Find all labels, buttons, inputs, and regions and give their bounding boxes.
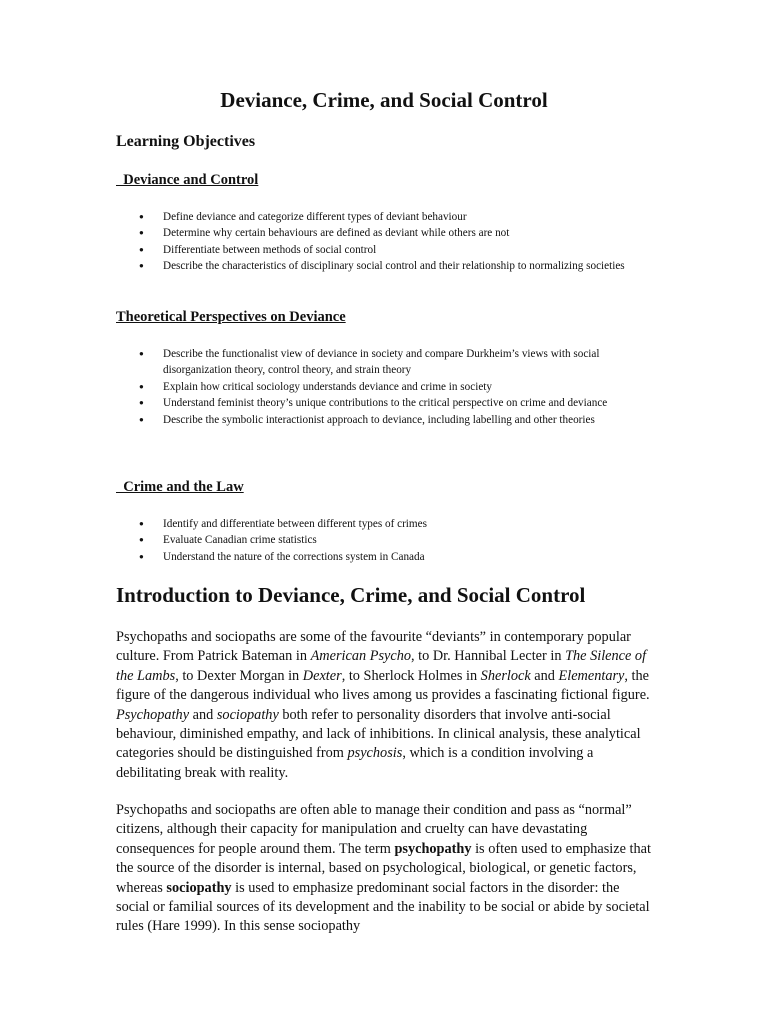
bold-term: sociopathy (166, 879, 232, 896)
learning-objectives-heading: Learning Objectives (116, 133, 256, 150)
section-heading-crime-and-the-law: Crime and the Law (116, 479, 244, 495)
italic-text: Sherlock (480, 667, 531, 684)
objectives-list-crime-and-the-law (116, 516, 656, 565)
introduction-heading: Introduction to Deviance, Crime, and Social Control (116, 583, 586, 607)
italic-text: psychosis (347, 745, 403, 762)
section-heading-deviance-and-control: Deviance and Control (116, 172, 259, 188)
objectives-list-deviance-and-control (116, 209, 656, 275)
italic-text: Dexter (302, 667, 342, 684)
italic-text: sociopathy (216, 706, 279, 723)
list-item: ● Describe the functionalist view of deviance in society and compare Durkheim’s views with social disorganization theory, control theory, and strain theory (116, 346, 656, 379)
list-item: ● Determine why certain behaviours are defined as deviant while others are not (116, 225, 656, 241)
objectives-list-theoretical-perspectives (116, 346, 656, 428)
section-heading-theoretical-perspectives: Theoretical Perspectives on Deviance (116, 309, 346, 325)
introduction-paragraph-1: Psychopaths and sociopaths are some of the favourite “deviants” in contemporary popular culture. From Patrick Bateman in American Psycho, to Dr. Hannibal Lecter in The Silence of the Lambs, to Dexter Morgan in Dexter, to Sherlock Holmes in Sherlock and Elementary, the figure of the dangerous individual who lives among us provides a fascinating fictional figure. Psychopathy and sociopathy both refer to personality disorders that involve anti-social behaviour, diminished empathy, and lack of inhibitions. In clinical analysis, these analytical categories should be distinguished from psychosis, which is a condition involving a debilitating break with reality. (116, 629, 650, 781)
list-item: ● Understand the nature of the corrections system in Canada (116, 549, 656, 565)
list-item: ● Differentiate between methods of social control (116, 242, 656, 258)
list-item: ● Identify and differentiate between different types of crimes (116, 516, 656, 532)
introduction-paragraph-2: Psychopaths and sociopaths are often able to manage their condition and pass as “normal” citizens, although their capacity for manipulation and cruelty can have devastating consequences for people around them. The term psychopathy is often used to emphasize that the source of the disorder is internal, based on psychological, biological, or genetic factors, whereas sociopathy is used to emphasize predominant social factors in the disorder: the social or familial sources of its development and the inability to be social or abide by societal rules (Hare 1999). In this sense sociopathy (116, 802, 651, 935)
list-item: ● Define deviance and categorize different types of deviant behaviour (116, 209, 656, 225)
list-item: ● Understand feminist theory’s unique contributions to the critical perspective on crime and deviance (116, 395, 656, 411)
list-item: ● Evaluate Canadian crime statistics (116, 532, 656, 548)
italic-text: Psychopathy (116, 706, 190, 723)
italic-text: The Silence of the Lambs (116, 648, 647, 684)
list-item: ● Describe the symbolic interactionist approach to deviance, including labelling and other theories (116, 412, 656, 428)
italic-text: Elementary (558, 667, 625, 684)
list-item: ● Explain how critical sociology understands deviance and crime in society (116, 379, 656, 395)
bold-term: psychopathy (394, 840, 472, 857)
list-item: ● Describe the characteristics of disciplinary social control and their relationship to normalizing societies (116, 258, 656, 274)
document-title: Deviance, Crime, and Social Control (220, 88, 548, 112)
italic-text: American Psycho (310, 648, 412, 665)
